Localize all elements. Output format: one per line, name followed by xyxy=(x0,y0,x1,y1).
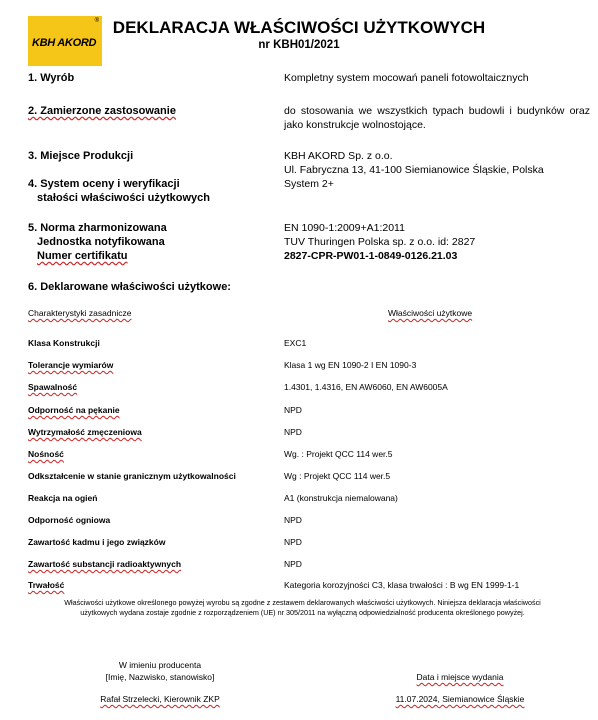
section-2-label: 2. Zamierzone zastosowanie xyxy=(28,105,176,117)
signature-on-behalf: W imieniu producenta xyxy=(118,660,202,670)
conformity-statement-line-1: Właściwości użytkowe określonego powyżej wyrobu są zgodne z zestawem deklarowanych właściwości użytkowych. Niniejsza deklaracja właściwości xyxy=(64,598,541,607)
table-row-value: NPD xyxy=(284,515,302,525)
section-4-label-1: 4. System oceny i weryfikacji xyxy=(28,178,180,190)
section-5-notified-body: TUV Thuringen Polska sp. z o.o. id: 2827 xyxy=(284,236,476,248)
table-row-label: Zawartość kadmu i jego związków xyxy=(28,537,166,547)
table-row-label: Spawalność xyxy=(28,382,78,392)
section-5-label-1: 5. Norma zharmonizowana xyxy=(28,222,167,234)
table-row-label: Wytrzymałość zmęczeniowa xyxy=(28,427,142,437)
table-header-performance: Właściwości użytkowe xyxy=(388,308,473,318)
section-3-value-address: Ul. Fabryczna 13, 41-100 Siemianowice Śląskie, Polska xyxy=(284,164,544,176)
signatory-name: Rafał Strzelecki, Kierownik ZKP xyxy=(100,694,220,704)
table-row-value: NPD xyxy=(284,427,302,437)
table-header-characteristics: Charakterystyki zasadnicze xyxy=(28,308,132,318)
table-row-label: Odkształcenie w stanie granicznym użytkowalności xyxy=(28,471,236,481)
table-row-value: NPD xyxy=(284,559,302,569)
table-row-label: Odporność ogniowa xyxy=(28,515,111,525)
section-6-label: 6. Deklarowane właściwości użytkowe: xyxy=(28,281,231,293)
registered-mark: ® xyxy=(94,18,99,24)
signature-name-placeholder: [Imię, Nazwisko, stanowisko] xyxy=(105,672,215,682)
table-row-label: Reakcja na ogień xyxy=(28,493,98,503)
section-5-label-2: Jednostka notyfikowana xyxy=(37,236,165,248)
section-4-label-2: stałości właściwości użytkowych xyxy=(37,192,211,204)
table-row-value: 1.4301, 1.4316, EN AW6060, EN AW6005A xyxy=(284,382,448,392)
section-5-certificate: 2827-CPR-PW01-1-0849-0126.21.03 xyxy=(284,250,458,262)
section-3-label: 3. Miejsce Produkcji xyxy=(28,150,134,162)
table-row-value: EXC1 xyxy=(284,338,307,348)
table-row-value: A1 (konstrukcja niemalowana) xyxy=(284,493,398,503)
section-1-value: Kompletny system mocowań paneli fotowoltaicznych xyxy=(284,72,529,84)
issue-date-place: 11.07.2024, Siemianowice Śląskie xyxy=(395,694,525,704)
section-3-value-company: KBH AKORD Sp. z o.o. xyxy=(284,150,393,162)
table-row-label: Odporność na pękanie xyxy=(28,405,120,415)
table-row-label: Trwałość xyxy=(28,580,65,590)
table-row-label: Nośność xyxy=(28,449,64,459)
table-row-label: Zawartość substancji radioaktywnych xyxy=(28,559,182,569)
table-row-label: Tolerancje wymiarów xyxy=(28,360,114,370)
section-5-label-3: Numer certifikatu xyxy=(37,250,128,262)
table-row-value: Wg. : Projekt QCC 114 wer.5 xyxy=(284,449,393,459)
section-4-value: System 2+ xyxy=(284,178,334,190)
table-row-value: NPD xyxy=(284,405,302,415)
logo-text: KBH AKORD xyxy=(32,37,97,49)
section-5-standard: EN 1090-1:2009+A1:2011 xyxy=(284,222,405,234)
table-row-label: Klasa Konstrukcji xyxy=(28,338,100,348)
document-number: nr KBH01/2021 xyxy=(258,39,340,51)
table-row-value: Kategoria korozyjności C3, klasa trwałości : B wg EN 1999-1-1 xyxy=(284,580,520,590)
document-title: DEKLARACJA WŁAŚCIWOŚCI UŻYTKOWYCH xyxy=(112,18,486,37)
table-row-value: Klasa 1 wg EN 1090-2 I EN 1090-3 xyxy=(284,360,417,370)
table-row-value: Wg : Projekt QCC 114 wer.5 xyxy=(284,471,391,481)
section-2-value: do stosowania we wszystkich typach budowli i budynków oraz jako konstrukcje wolnostojące. xyxy=(284,105,590,131)
conformity-statement-line-2: użytkowych wydana zostaje zgodnie z rozporządzeniem (UE) nr 305/2011 na wyłączną odpowiedzialność producenta określonego powyżej. xyxy=(80,608,525,617)
section-1-label: 1. Wyrób xyxy=(28,72,75,84)
table-row-value: NPD xyxy=(284,537,302,547)
issue-date-label: Data i miejsce wydania xyxy=(416,672,504,682)
